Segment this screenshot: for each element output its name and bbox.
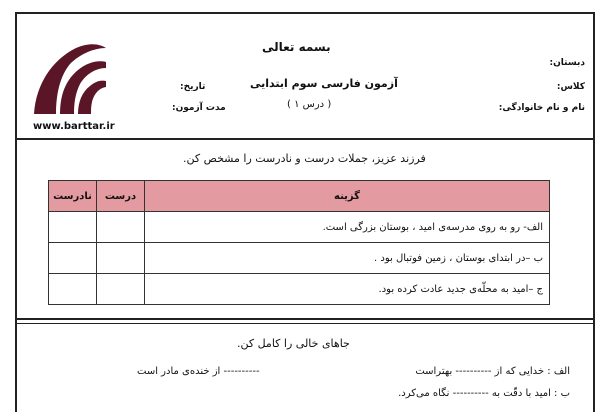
table-row	[49, 212, 550, 243]
incorrect-answer-cell[interactable]	[49, 243, 97, 274]
correct-answer-cell[interactable]	[97, 212, 145, 243]
statement-cell: الف- رو به روی مدرسه‌ی امید ، بوستان بزرگی است.	[145, 212, 550, 243]
table-row	[49, 274, 550, 305]
date-label: تاریخ:	[180, 82, 206, 92]
incorrect-answer-cell[interactable]	[49, 212, 97, 243]
correct-answer-cell[interactable]	[97, 274, 145, 305]
site-url: www.barttar.ir	[33, 121, 115, 132]
statement-cell: ج –امید به محلّه‌ی جدید عادت کرده بود.	[145, 274, 550, 305]
fill-blank-b: ب : امید با دقّت به ---------- نگاه می‌کرد.	[398, 388, 570, 399]
class-label: کلاس:	[556, 82, 585, 92]
student-name-label: نام و نام خانوادگی:	[498, 103, 585, 113]
page-title: بسمه تعالی	[262, 40, 331, 54]
exam-title: آزمون فارسی سوم ابتدایی	[250, 77, 398, 90]
col-correct: درست	[97, 181, 145, 212]
fill-blank-a-right: الف : خدایی که از ---------- بهتراست	[415, 366, 570, 377]
section-divider	[15, 318, 595, 320]
section1-instruction: فرزند عزیز، جملات درست و نادرست را مشخص کن.	[183, 152, 426, 165]
col-statement: گزینه	[145, 181, 550, 212]
fill-blank-a-left: ---------- از خنده‌ی مادر است	[137, 366, 260, 377]
true-false-table	[48, 180, 550, 305]
duration-label: مدت آزمون:	[172, 103, 226, 113]
table-row	[49, 243, 550, 274]
statement-cell: ب –در ابتدای بوستان ، زمین فوتبال بود .	[145, 243, 550, 274]
school-label: دبستان:	[549, 58, 585, 68]
lesson-label: ( درس ۱ )	[287, 99, 332, 110]
incorrect-answer-cell[interactable]	[49, 274, 97, 305]
section2-instruction: جاهای خالی را کامل کن.	[237, 337, 350, 350]
correct-answer-cell[interactable]	[97, 243, 145, 274]
header-divider	[15, 138, 595, 140]
col-incorrect: نادرست	[49, 181, 97, 212]
section-divider-thin	[15, 323, 595, 324]
barttar-logo-icon	[30, 40, 110, 120]
